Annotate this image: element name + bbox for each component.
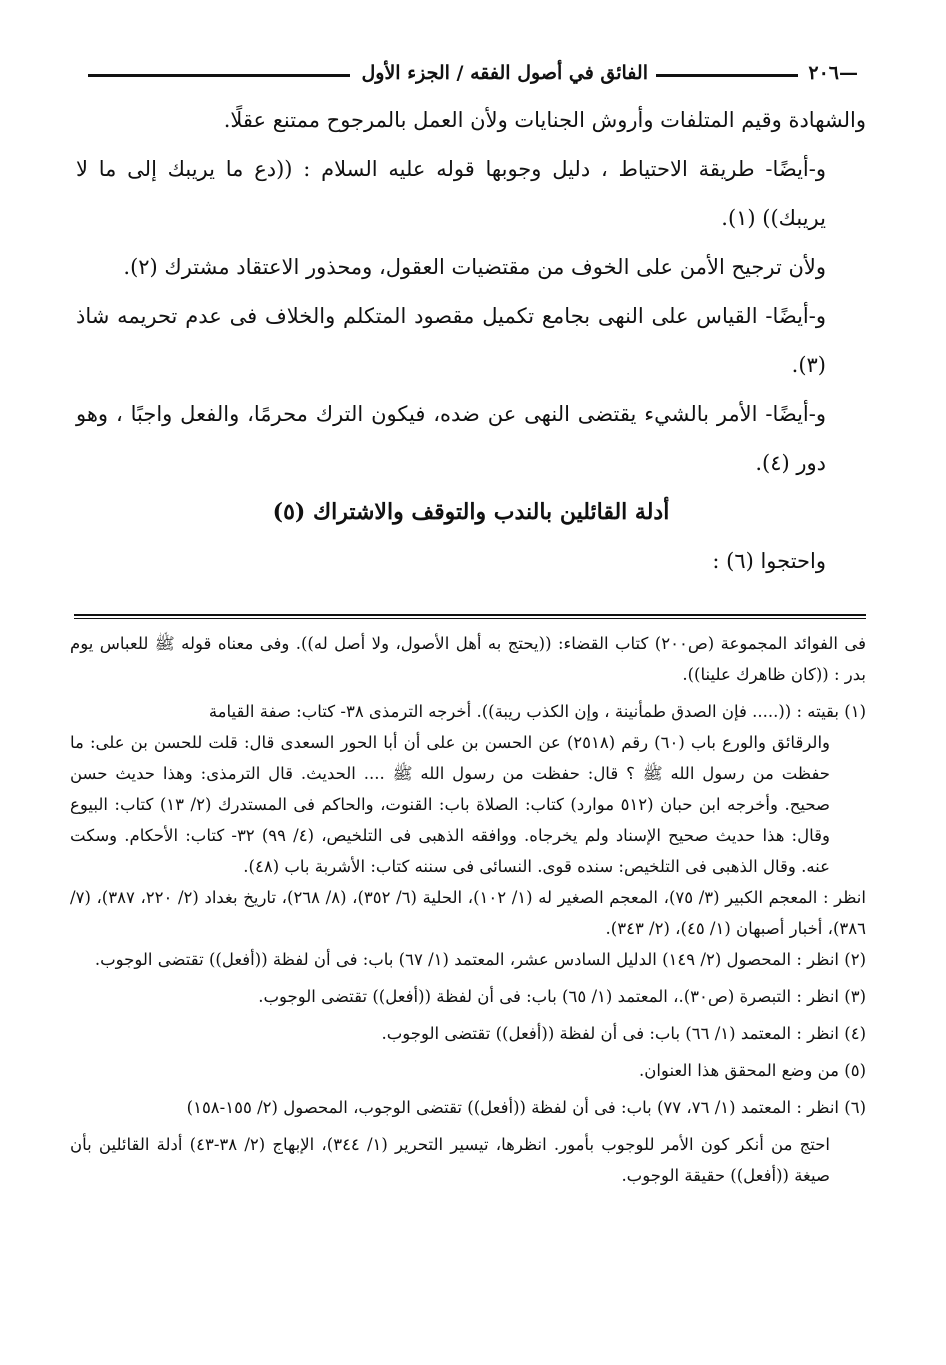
section-heading: أدلة القائلين بالندب والتوقف والاشتراك (٥) — [272, 499, 670, 525]
text-line: والشهادة وقيم المتلفات وأروش الجنايات ولأن العمل بالمرجوح ممتنع عقلًا. — [223, 108, 866, 132]
paragraph: ولأن ترجيح الأمن على الخوف من مقتضيات العقول، ومحذور الاعتقاد مشترك (٢). — [123, 255, 826, 279]
header-rule — [88, 74, 350, 77]
footnote-2: (٢) انظر : المحصول (٢/ ١٤٩) الدليل السادس عشر، المعتمد (١/ ٦٧) باب: فى أن لفظة ((أفعل)) تقتضى الوجوب. — [94, 950, 866, 969]
footnote-4: (٤) انظر : المعتمد (١/ ٦٦) باب: فى أن لفظة ((أفعل)) تقتضى الوجوب. — [381, 1024, 866, 1043]
footnote-5: (٥) من وضع المحقق هذا العنوان. — [638, 1061, 866, 1080]
footnotes — [70, 628, 866, 1191]
paragraph: و-أيضًا- القياس على النهى بجامع تكميل مقصود المتكلم والخلاف فى عدم تحريمه شاذ (٣). — [76, 304, 826, 377]
main-text — [76, 96, 866, 586]
footnote-6-continued: احتج من أنكر كون الأمر للوجوب بأمور. انظرها، تيسير التحرير (١/ ٣٤٤)، الإبهاج (٢/ ٣٨-٤٣) أدلة القائلين بأن صيغة ((أفعل)) حقيقة الوجوب. — [70, 1135, 831, 1185]
paragraph: و-أيضًا- طريقة الاحتياط ، دليل وجوبها قوله عليه السلام : ((دع ما يريبك إلى ما لا يريبك)) (١). — [76, 157, 826, 230]
footnote-1-sources: انظر : المعجم الكبير (٣/ ٧٥)، المعجم الصغير له (١/ ١٠٢)، الحلية (٦/ ٣٥٢)، (٨/ ٢٦٨)، تاريخ بغداد (٢/ ٢٢٠، ٣٨٧)، (٧/ ٣٨٦)، أخبار أصبهان (١/ ٤٥)، (٢/ ٣٤٣). — [70, 888, 866, 938]
running-title: الفائق في أصول الفقه / الجزء الأول — [361, 62, 648, 84]
footnote-1: (١) بقيته : ((..... فإن الصدق طمأنينة ، وإن الكذب ريبة)). أخرجه الترمذى ٣٨- كتاب: صفة القيامة — [208, 702, 866, 721]
footnote-continuation: فى الفوائد المجموعة (ص٢٠٠) كتاب القضاء: ((يحتج به أهل الأصول، ولا أصل له)). وفى معناه قوله ﷺ للعباس يوم بدر : ((كان ظاهرك علينا)). — [70, 634, 867, 684]
running-header — [88, 58, 858, 90]
header-rule — [656, 74, 798, 77]
footnote-separator — [74, 614, 866, 619]
paragraph: و-أيضًا- الأمر بالشيء يقتضى النهى عن ضده، فيكون الترك محرمًا، والفعل واجبًا ، وهو دور (٤). — [76, 402, 826, 475]
page-number: —٢٠٦ — [808, 62, 858, 84]
footnote-6: (٦) انظر : المعتمد (١/ ٧٦، ٧٧) باب: فى أن لفظة ((أفعل)) تقتضى الوجوب، المحصول (٢/ ١٥٥-١٥٨) — [186, 1098, 866, 1117]
paragraph: واحتجوا (٦) : — [712, 549, 826, 573]
footnote-1-continued: والرقائق والورع باب (٦٠) رقم (٢٥١٨) عن الحسن بن على أن أبا الحور السعدى قال: قلت للحسن بن على: ما حفظت من رسول الله ﷺ ؟ قال: حفظت من رسول الله ﷺ .... الحديث. قال الترمذى: وهذا حديث حسن صحيح. وأخرجه ابن حبان (٥١٢ موارد) كتاب: الصلاة باب: القنوت، والحاكم فى المستدرك (٢/ ١٣) كتاب: البيوع وقال: هذا حديث صحيح الإسناد ولم يخرجاه. ووافقه الذهبى فى التلخيص، (٤/ ٩٩) ٣٢- كتاب: الأحكام. وسكت عنه. وقال الذهبى فى التلخيص: سنده قوى. النسائى فى سننه كتاب: الأشربة باب (٤٨). — [70, 733, 831, 876]
footnote-3: (٣) انظر : التبصرة (ص٣٠).، المعتمد (١/ ٦٥) باب: فى أن لفظة ((أفعل)) تقتضى الوجوب. — [258, 987, 866, 1006]
